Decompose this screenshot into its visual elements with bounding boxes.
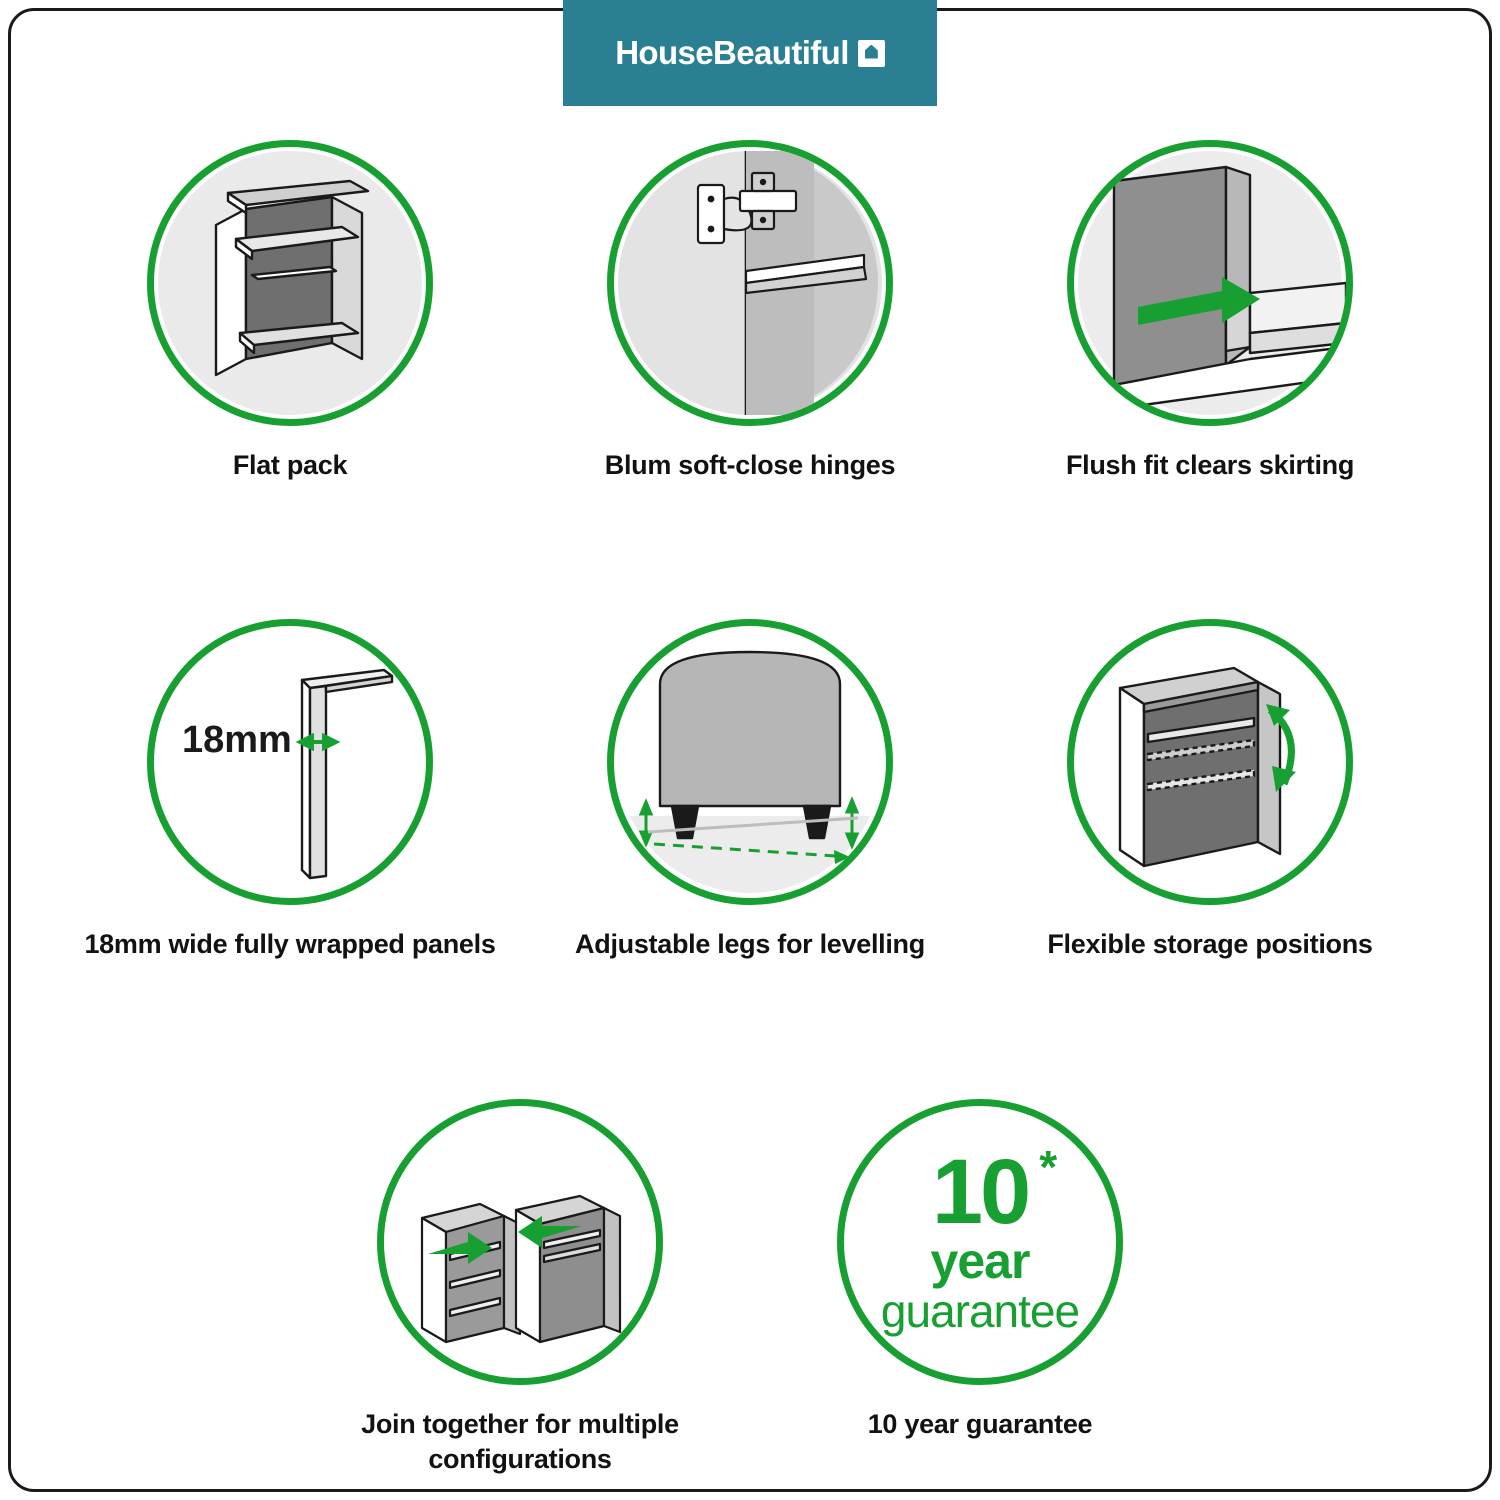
feature-caption: 10 year guarantee — [867, 1409, 1093, 1440]
hinge-icon — [607, 140, 893, 426]
feature-row-3 — [60, 1099, 1440, 1494]
guarantee-badge-text — [844, 1106, 1116, 1378]
feature-grid — [60, 140, 1440, 1494]
guarantee-number — [931, 1140, 1055, 1243]
house-icon — [858, 40, 885, 67]
brand-banner — [563, 0, 937, 106]
feature-flush-fit — [980, 140, 1440, 501]
join-units-icon — [377, 1099, 663, 1385]
feature-caption: Flexible storage positions — [1047, 928, 1373, 959]
guarantee-word-label: guarantee — [880, 1285, 1080, 1338]
guarantee-number-value: 10 — [931, 1140, 1029, 1243]
feature-caption: Blum soft-close hinges — [604, 450, 896, 480]
join-illustration — [384, 1106, 656, 1378]
hinge-illustration — [614, 147, 886, 419]
feature-caption: Flush fit clears skirting — [1065, 450, 1355, 480]
feature-caption: Adjustable legs for levelling — [575, 928, 925, 959]
feature-join-together — [290, 1099, 750, 1494]
brand-name: HouseBeautiful — [615, 34, 849, 71]
flat-pack-illustration — [154, 147, 426, 419]
feature-flat-pack — [60, 140, 520, 501]
panel-thickness-label: 18mm — [182, 718, 292, 761]
feature-soft-close-hinges — [520, 140, 980, 501]
storage-positions-icon — [1067, 619, 1353, 905]
feature-caption: Join together for multiple configurations — [361, 1409, 679, 1474]
adjustable-legs-icon — [607, 619, 893, 905]
feature-adjustable-legs — [520, 619, 980, 980]
feature-guarantee — [750, 1099, 1210, 1494]
brand-logo — [615, 34, 885, 72]
feature-wrapped-panels — [60, 619, 520, 980]
panel-illustration — [154, 626, 426, 898]
flat-pack-wardrobe-icon — [147, 140, 433, 426]
panel-thickness-icon — [147, 619, 433, 905]
storage-illustration — [1074, 626, 1346, 898]
feature-caption: 18mm wide fully wrapped panels — [84, 928, 496, 959]
legs-illustration — [614, 626, 886, 898]
feature-flexible-storage — [980, 619, 1440, 980]
guarantee-badge-icon — [837, 1099, 1123, 1385]
guarantee-asterisk: * — [1039, 1140, 1055, 1193]
guarantee-year-label: year — [930, 1233, 1030, 1290]
skirting-arrow-icon — [1067, 140, 1353, 426]
flush-fit-illustration — [1074, 147, 1346, 419]
feature-caption: Flat pack — [232, 450, 348, 480]
